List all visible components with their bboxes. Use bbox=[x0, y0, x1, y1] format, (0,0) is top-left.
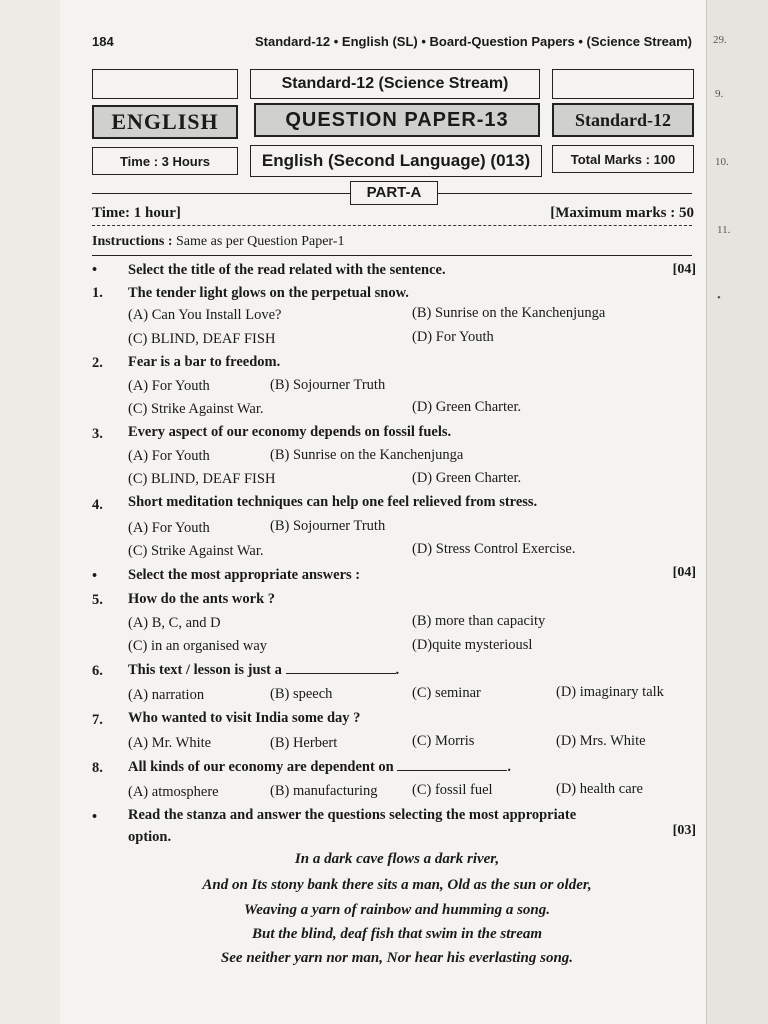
question-text: How do the ants work ? bbox=[128, 591, 276, 607]
question-text: Short meditation techniques can help one feel relieved from stress. bbox=[128, 494, 538, 510]
poem-line: See neither yarn nor man, Nor hear his everlasting song. bbox=[220, 950, 574, 966]
question-number: 4. bbox=[92, 497, 103, 513]
poem-line: Weaving a yarn of rainbow and humming a song. bbox=[243, 902, 551, 918]
poem-line: But the blind, deaf fish that swim in the stream bbox=[251, 926, 543, 942]
option: (B) Sunrise on the Kanchenjunga bbox=[270, 447, 464, 463]
question-text: Fear is a bar to freedom. bbox=[128, 354, 281, 370]
question-text-start: This text / lesson is just a bbox=[128, 662, 282, 678]
question-text: Who wanted to visit India some day ? bbox=[128, 710, 361, 726]
margin-mark: 9. bbox=[715, 88, 724, 100]
margin-mark: 10. bbox=[715, 156, 729, 168]
option: (C) BLIND, DEAF FISH bbox=[128, 471, 276, 487]
option: (B) manufacturing bbox=[270, 783, 378, 799]
part-label: PART-A bbox=[350, 181, 438, 205]
instructions-text: Same as per Question Paper-1 bbox=[176, 234, 345, 249]
option: (D) Mrs. White bbox=[556, 733, 646, 749]
option: (A) Can You Install Love? bbox=[128, 307, 282, 323]
standard-box: Standard-12 bbox=[552, 103, 694, 137]
option: (A) For Youth bbox=[128, 520, 210, 536]
answer-blank bbox=[397, 760, 507, 771]
section-heading: Select the title of the read related with the sentence. bbox=[128, 262, 446, 278]
option: (A) atmosphere bbox=[128, 784, 219, 800]
option: (D) For Youth bbox=[412, 329, 494, 345]
total-marks-box: Total Marks : 100 bbox=[552, 145, 694, 173]
margin-mark: 29. bbox=[713, 34, 727, 46]
question-text bbox=[128, 662, 399, 679]
option: (D)quite mysteriousl bbox=[412, 637, 533, 653]
question-text: Every aspect of our economy depends on fossil fuels. bbox=[128, 424, 452, 440]
poem-line: In a dark cave flows a dark river, bbox=[294, 851, 500, 867]
option: (A) For Youth bbox=[128, 378, 210, 394]
poem-line: And on Its stony bank there sits a man, Old as the sun or older, bbox=[202, 877, 592, 893]
page-number: 184 bbox=[92, 34, 114, 49]
option: (B) Sojourner Truth bbox=[270, 518, 386, 534]
question-text bbox=[128, 759, 511, 776]
margin-mark: • bbox=[717, 292, 721, 304]
question-number: 2. bbox=[92, 355, 103, 371]
section-heading: Read the stanza and answer the questions selecting the most appropriate bbox=[128, 807, 577, 823]
option: (D) imaginary talk bbox=[556, 684, 664, 700]
bullet: • bbox=[92, 568, 98, 584]
question-number: 1. bbox=[92, 285, 103, 301]
option: (C) Strike Against War. bbox=[128, 401, 264, 417]
option: (B) Sunrise on the Kanchenjunga bbox=[412, 305, 606, 321]
question-number: 6. bbox=[92, 663, 103, 679]
part-time: Time: 1 hour] bbox=[92, 205, 181, 221]
question-number: 8. bbox=[92, 760, 103, 776]
option: (D) Green Charter. bbox=[412, 399, 522, 415]
option: (D) Green Charter. bbox=[412, 470, 522, 486]
option: (C) in an organised way bbox=[128, 638, 268, 654]
question-text-end: . bbox=[395, 662, 400, 678]
option: (C) BLIND, DEAF FISH bbox=[128, 331, 276, 347]
option: (A) narration bbox=[128, 687, 205, 703]
divider bbox=[92, 255, 692, 256]
option: (C) fossil fuel bbox=[412, 782, 493, 798]
option: (A) For Youth bbox=[128, 448, 210, 464]
option: (C) Strike Against War. bbox=[128, 543, 264, 559]
bullet: • bbox=[92, 262, 98, 278]
question-number: 5. bbox=[92, 592, 103, 608]
option: (D) health care bbox=[556, 781, 643, 797]
option: (B) speech bbox=[270, 686, 333, 702]
section-marks: [03] bbox=[672, 823, 696, 838]
question-text: The tender light glows on the perpetual snow. bbox=[128, 285, 409, 301]
blank-box-left bbox=[92, 69, 238, 99]
instructions-label: Instructions : bbox=[92, 234, 173, 249]
question-number: 3. bbox=[92, 426, 103, 442]
section-heading: Select the most appropriate answers : bbox=[128, 567, 361, 583]
question-number: 7. bbox=[92, 712, 103, 728]
option: (A) B, C, and D bbox=[128, 615, 221, 631]
option: (A) Mr. White bbox=[128, 735, 212, 751]
max-marks: [Maximum marks : 50 bbox=[550, 205, 694, 221]
time-box: Time : 3 Hours bbox=[92, 147, 238, 175]
running-title: Standard-12 • English (SL) • Board-Question Papers • (Science Stream) bbox=[255, 34, 692, 49]
question-text-end: . bbox=[507, 759, 511, 775]
answer-blank bbox=[286, 663, 396, 674]
language-box: English (Second Language) (013) bbox=[250, 145, 542, 177]
blank-box-right bbox=[552, 69, 694, 99]
section-marks: [04] bbox=[672, 565, 696, 580]
stream-box: Standard-12 (Science Stream) bbox=[250, 69, 540, 99]
section-marks: [04] bbox=[672, 262, 696, 277]
dashed-divider bbox=[92, 225, 692, 226]
paper-title-box: QUESTION PAPER-13 bbox=[254, 103, 540, 137]
question-text-start: All kinds of our economy are dependent on bbox=[128, 759, 394, 775]
option: (B) more than capacity bbox=[412, 613, 546, 629]
adjacent-page-edge bbox=[706, 0, 768, 1024]
section-heading-cont: option. bbox=[128, 829, 172, 845]
margin-mark: 11. bbox=[717, 224, 731, 236]
subject-box: ENGLISH bbox=[92, 105, 238, 139]
instructions bbox=[92, 234, 344, 250]
option: (B) Sojourner Truth bbox=[270, 377, 386, 393]
option: (D) Stress Control Exercise. bbox=[412, 541, 576, 557]
option: (B) Herbert bbox=[270, 735, 338, 751]
bullet: • bbox=[92, 809, 98, 825]
option: (C) seminar bbox=[412, 685, 481, 701]
option: (C) Morris bbox=[412, 733, 475, 749]
